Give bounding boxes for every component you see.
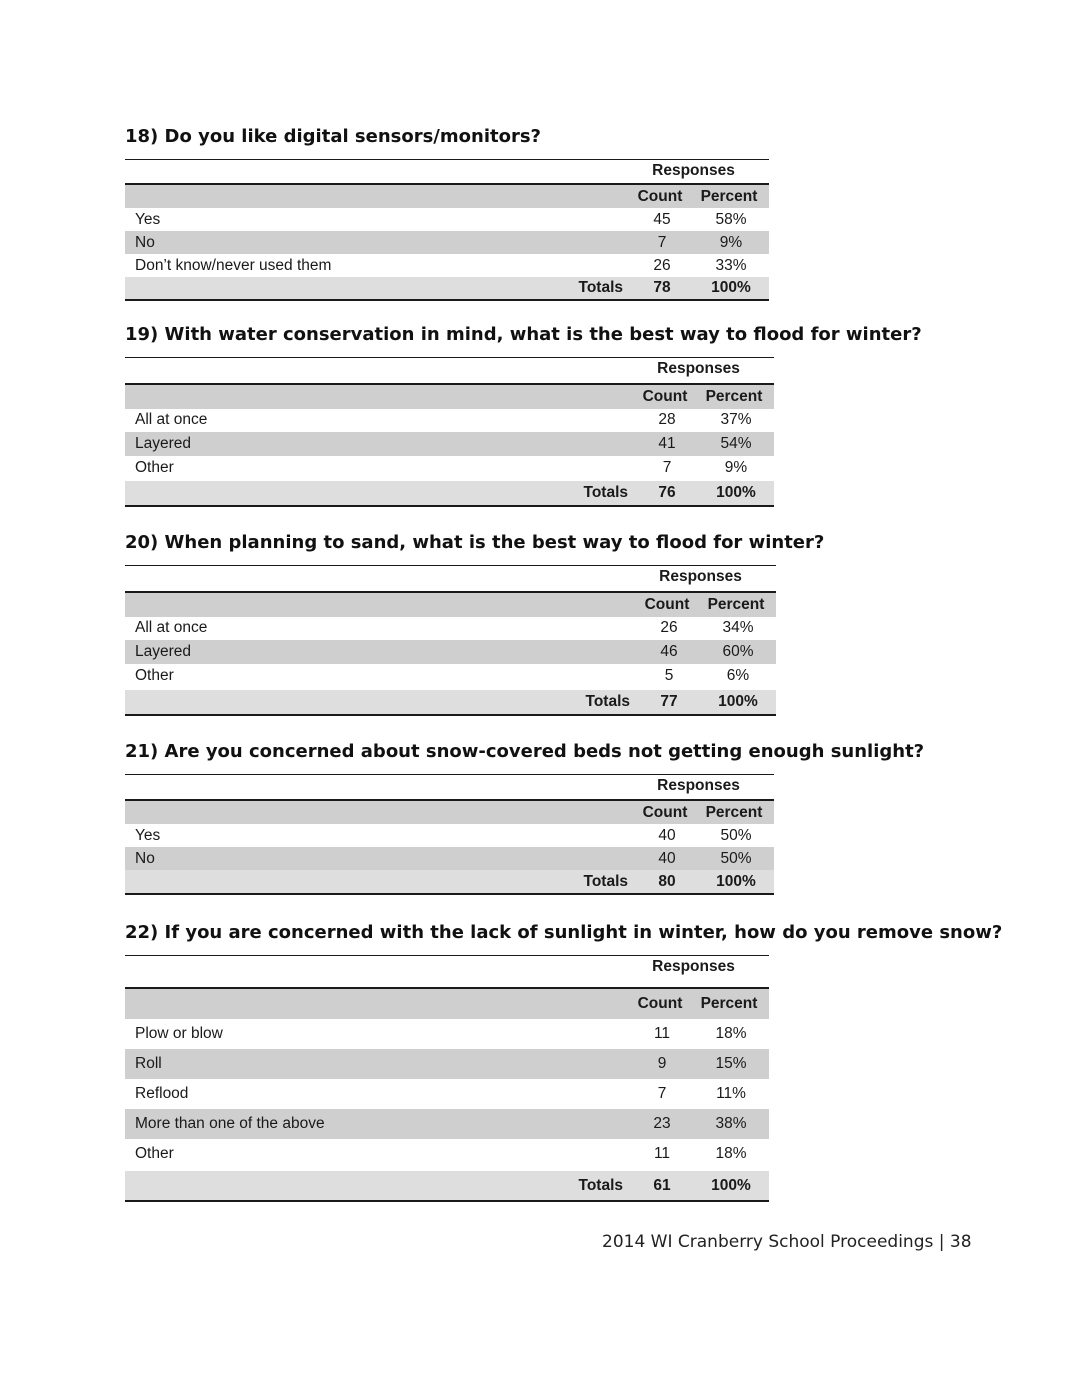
row-percent: 54% <box>720 435 752 452</box>
row-label: Roll <box>135 1055 162 1072</box>
totals-count: 78 <box>653 279 671 296</box>
totals-label: Totals <box>578 1176 623 1194</box>
row-percent: 6% <box>726 667 750 684</box>
percent-column-header: Percent <box>700 187 758 205</box>
count-column-header: Count <box>642 803 688 821</box>
row-count: 40 <box>658 849 676 867</box>
totals-row <box>125 690 776 714</box>
question-title: 20) When planning to sand, what is the best way to flood for winter? <box>125 532 825 553</box>
row-label: All at once <box>135 411 208 428</box>
count-column-header: Count <box>642 388 688 405</box>
question-title: 18) Do you like digital sensors/monitors? <box>125 126 541 147</box>
row-count: 26 <box>660 619 678 636</box>
row-percent: 37% <box>720 411 752 428</box>
row-percent: 9% <box>719 233 743 251</box>
table-row <box>125 1079 769 1109</box>
row-label: Layered <box>135 643 192 660</box>
percent-column-header: Percent <box>705 803 763 821</box>
row-count: 7 <box>657 233 667 251</box>
totals-label: Totals <box>583 484 628 501</box>
column-header-row <box>125 801 774 824</box>
totals-percent: 100% <box>718 693 758 710</box>
page-footer: 2014 WI Cranberry School Proceedings | 38 <box>602 1232 972 1252</box>
responses-header: Responses <box>657 777 740 794</box>
totals-row <box>125 277 769 299</box>
totals-label: Totals <box>585 693 630 710</box>
table-bottom-rule <box>125 1200 769 1202</box>
totals-label: Totals <box>583 872 628 890</box>
totals-percent: 100% <box>716 484 756 501</box>
row-count: 11 <box>653 1025 671 1042</box>
table-bottom-rule <box>125 893 774 895</box>
table-top-rule <box>125 955 769 956</box>
count-column-header: Count <box>637 995 683 1012</box>
table-row <box>125 1049 769 1079</box>
row-count: 41 <box>658 435 676 452</box>
totals-percent: 100% <box>716 872 756 890</box>
table-top-rule <box>125 774 774 775</box>
table-bottom-rule <box>125 714 776 716</box>
column-header-row <box>125 593 776 617</box>
row-count: 46 <box>660 643 678 660</box>
totals-row <box>125 481 774 505</box>
responses-header: Responses <box>652 958 735 975</box>
row-label: Don’t know/never used them <box>135 256 332 274</box>
row-percent: 38% <box>715 1115 747 1132</box>
responses-header: Responses <box>652 162 735 179</box>
column-header-row <box>125 989 769 1019</box>
row-count: 28 <box>658 411 676 428</box>
totals-percent: 100% <box>711 1176 751 1194</box>
count-column-header: Count <box>637 187 683 205</box>
row-label: Other <box>135 459 174 476</box>
row-label: Yes <box>135 210 161 228</box>
row-label: No <box>135 233 155 251</box>
totals-count: 80 <box>658 872 676 890</box>
row-percent: 33% <box>715 256 747 274</box>
totals-count: 61 <box>653 1176 671 1194</box>
row-count: 40 <box>658 826 676 844</box>
row-percent: 50% <box>720 826 752 844</box>
table-top-rule <box>125 565 776 566</box>
row-percent: 18% <box>715 1025 747 1042</box>
row-label: Plow or blow <box>135 1025 223 1042</box>
percent-column-header: Percent <box>700 995 758 1012</box>
row-percent: 50% <box>720 849 752 867</box>
count-column-header: Count <box>644 596 690 613</box>
table-row <box>125 1109 769 1139</box>
row-count: 26 <box>653 256 671 274</box>
row-label: Other <box>135 1145 174 1162</box>
row-percent: 18% <box>715 1145 747 1162</box>
percent-column-header: Percent <box>707 596 765 613</box>
totals-label: Totals <box>578 279 623 296</box>
row-label: Reflood <box>135 1085 189 1102</box>
row-label: More than one of the above <box>135 1115 325 1132</box>
table-top-rule <box>125 159 769 160</box>
table-row <box>125 254 769 277</box>
table-row <box>125 1139 769 1169</box>
column-header-row <box>125 185 769 208</box>
row-label: All at once <box>135 619 208 636</box>
table-row <box>125 847 774 870</box>
question-title: 22) If you are concerned with the lack of sunlight in winter, how do you remove snow? <box>125 922 1003 943</box>
row-count: 11 <box>653 1145 671 1162</box>
totals-row <box>125 1171 769 1200</box>
row-count: 7 <box>662 459 672 476</box>
row-percent: 15% <box>715 1055 747 1072</box>
table-row <box>125 616 776 640</box>
row-percent: 58% <box>715 210 747 228</box>
table-row <box>125 664 776 688</box>
row-label: Layered <box>135 435 192 452</box>
totals-percent: 100% <box>711 279 751 296</box>
row-percent: 60% <box>722 643 754 660</box>
row-label: Yes <box>135 826 161 844</box>
row-count: 7 <box>657 1085 667 1102</box>
row-count: 23 <box>653 1115 671 1132</box>
table-row <box>125 432 774 456</box>
row-percent: 9% <box>724 459 748 476</box>
row-label: Other <box>135 667 174 684</box>
row-count: 45 <box>653 210 671 228</box>
row-percent: 34% <box>722 619 754 636</box>
table-row <box>125 824 774 847</box>
table-row <box>125 208 769 231</box>
question-title: 19) With water conservation in mind, what is the best way to flood for winter? <box>125 324 922 345</box>
row-label: No <box>135 849 155 867</box>
table-bottom-rule <box>125 505 774 507</box>
table-row <box>125 640 776 664</box>
row-count: 9 <box>657 1055 667 1072</box>
responses-header: Responses <box>659 568 742 585</box>
table-row <box>125 408 774 432</box>
table-row <box>125 456 774 480</box>
table-row <box>125 231 769 254</box>
responses-header: Responses <box>657 360 740 377</box>
totals-count: 76 <box>658 484 676 501</box>
question-title: 21) Are you concerned about snow-covered beds not getting enough sunlight? <box>125 741 925 762</box>
percent-column-header: Percent <box>705 388 763 405</box>
row-percent: 11% <box>716 1085 746 1102</box>
totals-count: 77 <box>660 693 678 710</box>
table-row <box>125 1019 769 1049</box>
row-count: 5 <box>664 667 674 684</box>
table-top-rule <box>125 357 774 358</box>
table-bottom-rule <box>125 299 769 301</box>
totals-row <box>125 870 774 893</box>
column-header-row <box>125 385 774 409</box>
